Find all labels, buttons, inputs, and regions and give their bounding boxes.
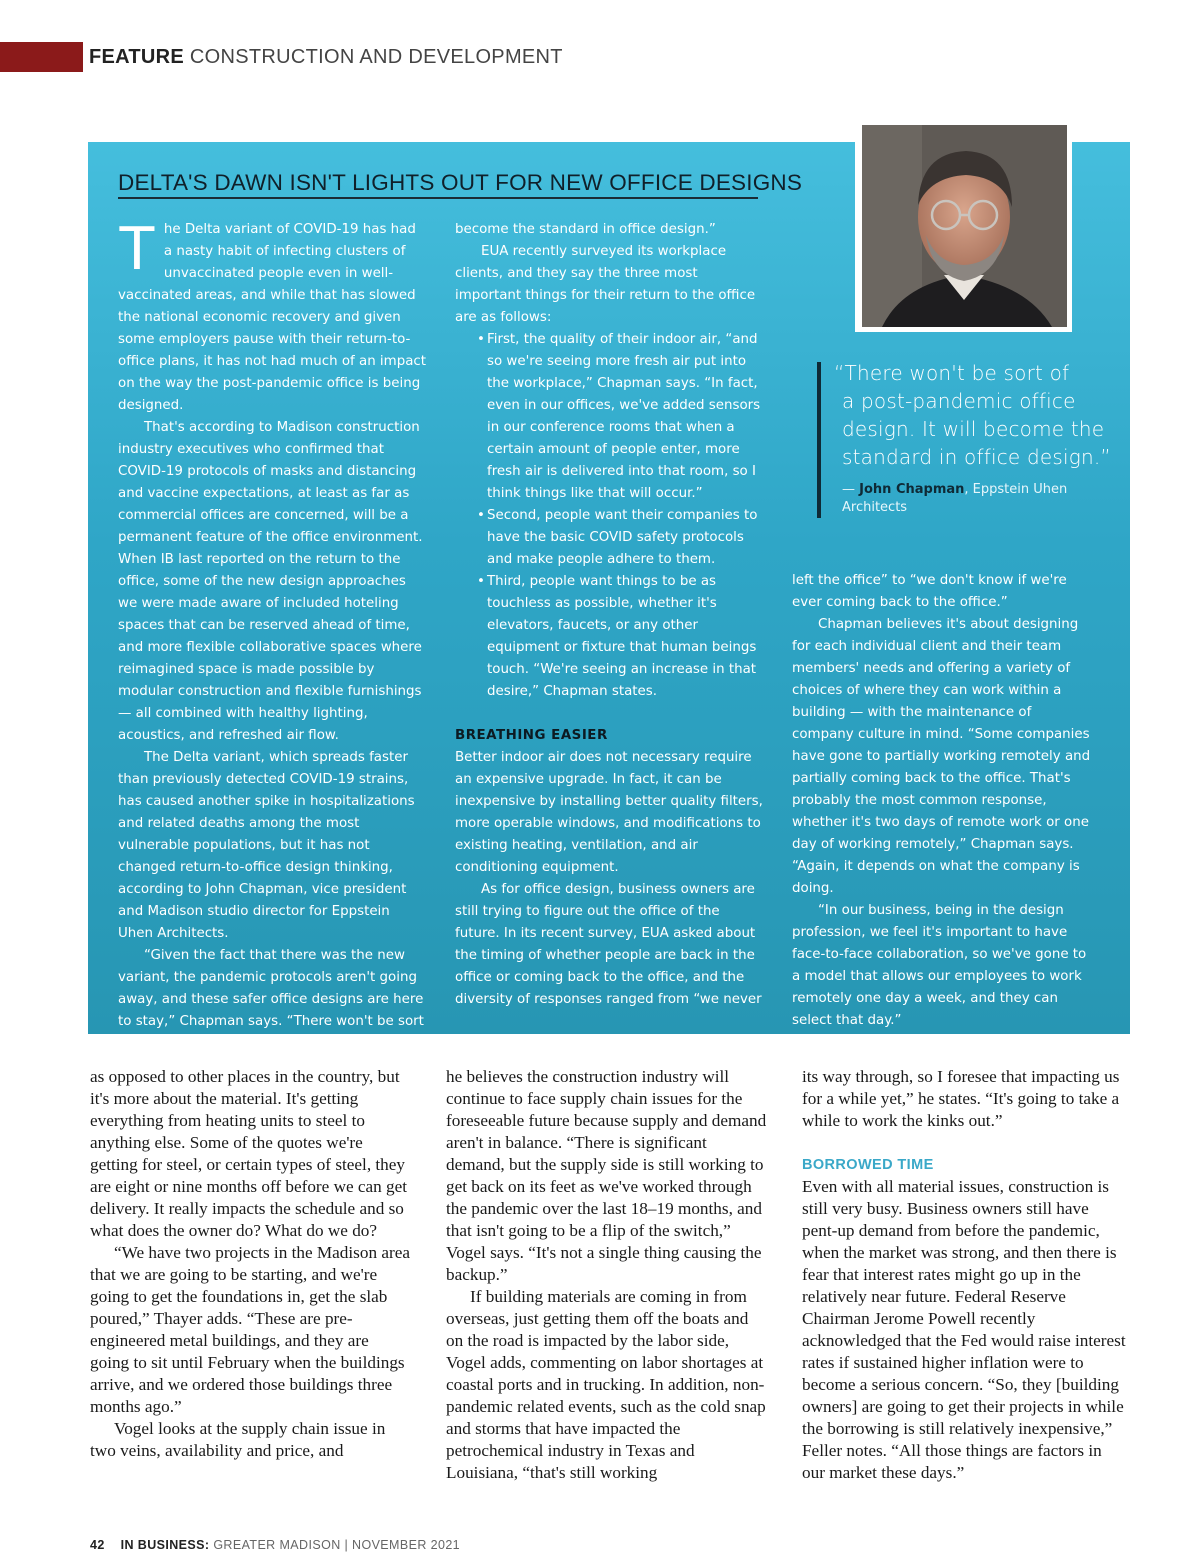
body-paragraph: Even with all material issues, construction is still very busy. Business owners still have pent-up demand from before the pandemic, when the market was strong, and then there is fear that interest rates might go up in the relatively near future. Federal Reserve Chairman Jerome Powell recently acknowledged that the Fed would raise interest rates if sustained higher inflation were to become a serious concern. “So, they [building owners] are going to get their projects in while the borrowing is still relatively inexpensive,” Feller notes. “All those things are factors in our market these days.” <box>802 1177 1126 1482</box>
body-paragraph: If building materials are coming in from overseas, just getting them off the boats and on the road is impacted by the labor side, Vogel adds, commenting on labor shortages at coastal ports and in trucking. In addition, non-pandemic related events, such as the cold snap and storms that have impacted the petrochemical industry in Texas and Louisiana, “that's still working <box>446 1287 766 1482</box>
sidebar-paragraph: Chapman believes it's about designing for each individual client and their team members' needs and offering a variety of choices of where they can work within a building — with the maintenance of company culture in mind. “Some companies have gone to partially working remotely and partially coming back to the office. That's probably the most common response, whether it's two days of remote work or one day of working remotely,” Chapman says. “Again, it depends on what the company is doing. <box>792 617 1091 896</box>
feature-label: FEATURE <box>89 46 185 68</box>
list-item: • Second, people want their companies to have the basic COVID safety protocols and make people adhere to them. <box>487 505 765 571</box>
pullquote-line: design. It will become the <box>842 417 1105 441</box>
paragraph-text: he Delta variant of COVID-19 has had a nasty habit of infecting clusters of unvaccinated people even in well-vaccinated areas, and while that has slowed the national economic recovery and given some employers pause with their return-to-office plans, it has not had much of an impact on the way the post-pandemic office is being designed. <box>118 222 427 413</box>
attribution-org: , Eppstein Uhen Architects <box>842 482 1068 515</box>
page-footer <box>90 1538 460 1552</box>
pullquote-line: “There won't be sort of <box>834 361 1070 385</box>
magazine-name: IN BUSINESS: <box>120 1538 210 1552</box>
sidebar-paragraph: That's according to Madison construction industry executives who confirmed that COVID-19 protocols of masks and distancing and vaccine expectations, at least as far as commercial offices are concerned, will be a permanent feature of the office environment. When IB last reported on the return to the office, some of the new design approaches we were made aware of included hoteling spaces that can be reserved ahead of time, and more flexible collaborative spaces where reimagined space is made possible by modular construction and flexible furnishings — all combined with healthy lighting, acoustics, and refreshed air flow. <box>118 420 423 743</box>
attribution-name: John Chapman <box>859 482 965 497</box>
bullet-list <box>455 329 765 703</box>
sidebar-paragraph: The Delta variant, which spreads faster than previously detected COVID-19 strains, has caused another spike in hospitalizations and related deaths among the most vulnerable populations, but it has not changed return-to-office design thinking, according to John Chapman, vice president and Madison studio director for Eppstein Uhen Architects. <box>118 750 415 941</box>
sidebar-column-3 <box>792 570 1092 1032</box>
pullquote-line: standard in office design.” <box>842 445 1111 469</box>
pullquote-bar <box>817 362 821 518</box>
pullquote-line: a post-pandemic office <box>842 389 1076 413</box>
sidebar-paragraph: As for office design, business owners are still trying to figure out the office of the future. In its recent survey, EUA asked about the timing of whether people are back in the office or coming back to the office, and the diversity of responses ranged from “we never <box>455 882 762 1007</box>
sidebar-title-underline <box>118 197 758 199</box>
sidebar-paragraph: “In our business, being in the design profession, we feel it's important to have face-to-face collaboration, so we've gone to a model that allows our employees to work remotely one day a week, and they can select that day.” <box>792 903 1087 1028</box>
sidebar-paragraph <box>118 214 428 417</box>
body-paragraph: its way through, so I foresee that impacting us for a while yet,” he states. “It's going to take a while to work the kinks out.” <box>802 1067 1120 1130</box>
body-column-3 <box>802 1066 1128 1484</box>
body-paragraph: he believes the construction industry will continue to face supply chain issues for the foreseeable future because supply and demand aren't in balance. “There is significant demand, but the supply side is still working to get back on its feet as we've worked through the pandemic over the last 18–19 months, and that isn't going to be a flip of the switch,” Vogel says. “It's not a single thing causing the backup.” <box>446 1067 767 1284</box>
body-paragraph: “We have two projects in the Madison area that we are going to be starting, and we're going to get the foundations in, get the slab poured,” Thayer adds. “These are pre-engineered metal buildings, and they are going to sit until February when the buildings arrive, and we ordered those buildings three months ago.” <box>90 1243 410 1416</box>
sidebar-title: DELTA'S DAWN ISN'T LIGHTS OUT FOR NEW OFFICE DESIGNS <box>118 170 803 195</box>
body-column-1 <box>90 1066 410 1462</box>
issue-info: GREATER MADISON | NOVEMBER 2021 <box>213 1538 461 1552</box>
subhead-borrowed-time: BORROWED TIME <box>802 1157 934 1173</box>
list-item: • Third, people want things to be as touchless as possible, whether it's elevators, faucets, or any other equipment or fixture that human beings touch. “We're seeing an increase in that desire,” Chapman states. <box>487 571 765 703</box>
section-color-bar <box>0 42 83 72</box>
sidebar-paragraph: Better indoor air does not necessary require an expensive upgrade. In fact, it can be inexpensive by installing better quality filters, more operable windows, and modifications to existing heating, ventilation, and air conditioning equipment. <box>455 750 763 875</box>
attribution-dash: — <box>842 482 855 497</box>
pullquote-attribution <box>842 481 1092 517</box>
sidebar-column-1 <box>118 214 428 1055</box>
sidebar-column-2 <box>455 219 765 1011</box>
drop-cap: T <box>118 214 156 283</box>
list-item: • First, the quality of their indoor air, “and so we're seeing more fresh air put into the workplace,” Chapman says. “In fact, even in our offices, we've added sensors in our conference rooms that when a certain amount of people enter, more fresh air is delivered into that room, so I think things like that will occur.” <box>487 329 765 505</box>
section-label: CONSTRUCTION AND DEVELOPMENT <box>189 46 563 68</box>
section-header <box>89 46 563 69</box>
subhead-breathing-easier: BREATHING EASIER <box>455 728 608 743</box>
sidebar-paragraph: EUA recently surveyed its workplace clients, and they say the three most important things for their return to the office are as follows: <box>455 244 756 325</box>
page-number: 42 <box>90 1538 105 1552</box>
sidebar-paragraph: become the standard in office design.” <box>455 222 716 237</box>
pullquote <box>834 359 1111 471</box>
body-column-2 <box>446 1066 768 1484</box>
portrait-photo <box>862 125 1067 327</box>
sidebar-paragraph: left the office” to “we don't know if we're ever coming back to the office.” <box>792 573 1067 610</box>
body-paragraph: Vogel looks at the supply chain issue in two veins, availability and price, and <box>90 1419 386 1460</box>
body-paragraph: as opposed to other places in the country, but it's more about the material. It's getting everything from heating units to steel to anything else. Some of the quotes we're getting for steel, or certain types of steel, they are eight or nine months off before we can get delivery. It really impacts the schedule and so what does the owner do? What do we do? <box>90 1067 408 1240</box>
sidebar-paragraph: “Given the fact that there was the new variant, the pandemic protocols aren't going away, and these safer office designs are here to stay,” Chapman says. “There won't be sort of a post-pandemic office design. It will <box>118 948 424 1051</box>
